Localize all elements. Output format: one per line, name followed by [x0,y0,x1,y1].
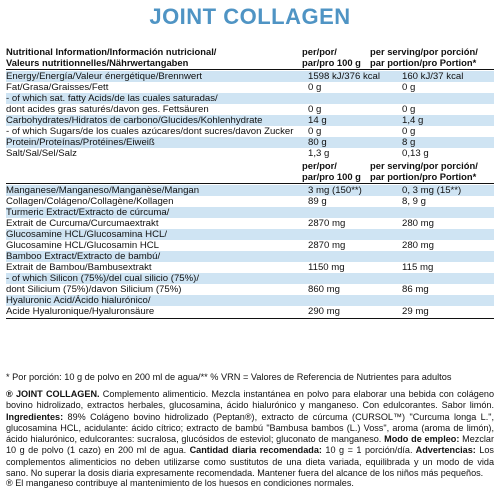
table-row: Salt/Sal/Sel/Salz 1,3 g 0,13 g [6,148,429,159]
table-row: Fat/Grasa/Graisses/Fett 0 g 0 g [6,82,416,93]
mode-label: Modo de empleo: [381,434,460,445]
table1-header-per-serving-2: par portion/pro Portion* [370,57,477,68]
table-row: Energy/Energía/Valeur énergétique/Brennwert 1598 kJ/376 kcal 160 kJ/37 kcal [6,71,494,82]
table-row: - of which Sugars/de los cuales azúcares/dont sucres/davon Zucker 0 g 0 g [6,126,416,137]
table-row: Hyaluronic Acid/Ácido hialurónico/ [6,295,494,306]
table-row: dont acides gras saturés/davon ges. Fettsäuren 0 g 0 g [6,104,416,115]
table2-header-per-100-2: par/pro 100 g [302,171,361,182]
table-row: Acide Hyaluronique/Hyaluronsäure 290 mg 29 mg [6,306,429,317]
table-row: Carbohydrates/Hidratos de carbono/Glucides/Kohlenhydrate 14 g 1,4 g [6,115,494,126]
footnote: * Por porción: 10 g de polvo en 200 ml de agua/** % VRN = Valores de Referencia de Nutrientes para adultos [6,372,452,382]
table2-header-per-serving-1: per serving/por porción/ [370,160,478,171]
table1-header-per-100-1: per/por/ [302,46,337,57]
table-row: Collagen/Colágeno/Collagène/Kollagen 89 g 8, 9 g [6,196,427,207]
table-row: Extrait de Bambou/Bambusextrakt 1150 mg 115 mg [6,262,434,273]
product-description: ® JOINT COLLAGEN. Complemento alimenticio. Mezcla instantánea en polvo para elaborar una bebida con colágeno bovino hidrolizado, extractos herbales, glucosamina, ácido hialurónico y manganeso. Con edulcorantes. Sabor limón. Ingredientes: 89% Colágeno bovino hidrolizado (Peptan®), extracto de cúrcuma (CURSOL™) "Curcuma longa L.", glucosamina HCL, acidulante: ácido cítrico; extracto de bambú "Bambusa bambos (L.) Voss", aroma (aroma de limón), ácido hialurónico, edulcorantes: sucralosa, glucósidos de esteviol; gluconato de manganeso. Modo de empleo: Mezclar 10 g de polvo (1 cazo) en 200 ml de agua. Cantidad diaria recomendada: 10 g = 1 porción/día. Advertencias: Los complementos alimenticios no deben utilizarse como sustitutos de una dieta variada, equilibrada y un modo de vida sano. No superar la dosis diaria expresamente recomendada. Mantener fuera del alcance de los niños más pequeños. [6,389,494,479]
table-row: - of which Silicon (75%)/del cual silicio (75%)/ [6,273,494,284]
warnings-label: Advertencias: [412,445,476,456]
table1-header-left-2: Valeurs nutritionnelles/Nährwertangaben [6,57,189,68]
table1-header-left-1: Nutritional Information/Información nutricional/ [6,46,217,57]
table2-header-rule [6,183,494,184]
table-bottom-rule [6,318,494,319]
table-row: Protein/Proteínas/Protéines/Eiweiß 80 g 8 g [6,137,494,148]
table-row: Manganese/Manganeso/Manganèse/Mangan 3 mg (150**) 0, 3 mg (15**) [6,185,494,196]
ingredients-label: Ingredientes: [6,411,64,422]
table-row: dont Silicium (75%)/davon Silicium (75%) 860 mg 86 mg [6,284,429,295]
daily-dose-label: Cantidad diaria recomendada: [186,445,322,456]
table1-header-per-100-2: par/pro 100 g [302,57,361,68]
table1-header-rule [6,69,494,70]
table2-header-per-serving-2: par portion/pro Portion* [370,171,477,182]
table2-header-per-100-1: per/por/ [302,160,337,171]
table-row: Turmeric Extract/Extracto de cúrcuma/ [6,207,494,218]
table1-header-per-serving-1: per serving/por porción/ [370,46,478,57]
health-claim: ® El manganeso contribuye al mantenimiento de los huesos en condiciones normales. [6,478,354,488]
brand-name: ® JOINT COLLAGEN. [6,389,100,399]
table-row: Glucosamine HCL/Glucosamin HCL 2870 mg 280 mg [6,240,434,251]
table-row: - of which sat. fatty Acids/de las cuales saturadas/ [6,93,494,104]
table-row: Extrait de Curcuma/Curcumaextrakt 2870 mg 280 mg [6,218,434,229]
table-row: Glucosamine HCL/Glucosamina HCL/ [6,229,494,240]
product-title: JOINT COLLAGEN [149,4,351,29]
table-row: Bamboo Extract/Extracto de bambú/ [6,251,494,262]
